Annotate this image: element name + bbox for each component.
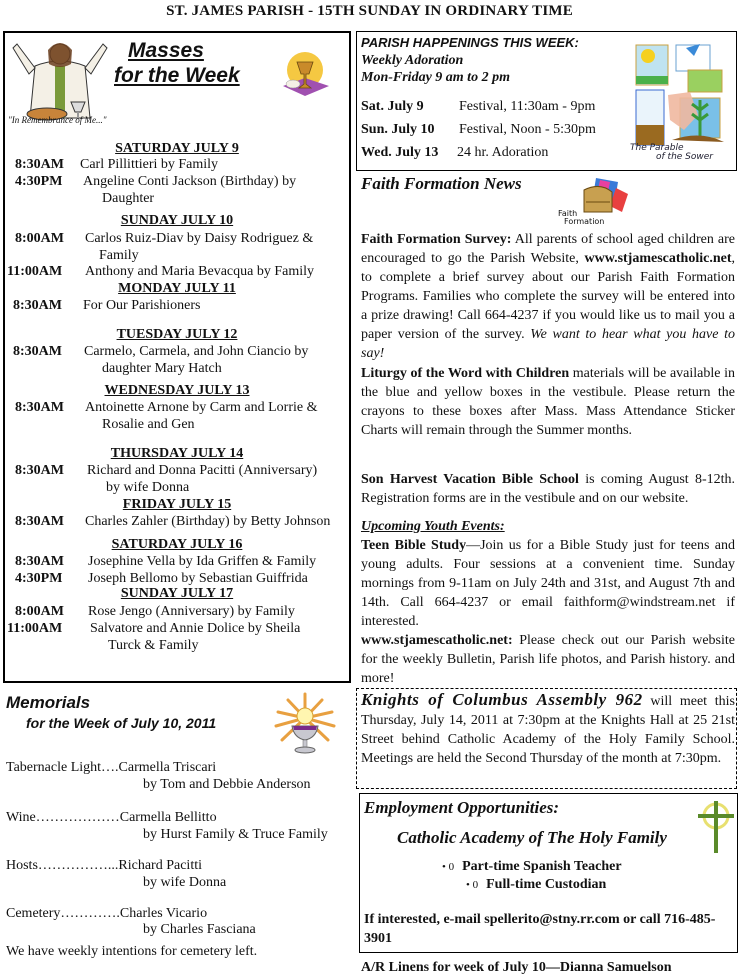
day-heading: SATURDAY JULY 16 bbox=[111, 537, 243, 552]
website-link[interactable]: www.stjamescatholic.net: bbox=[361, 633, 513, 648]
memorial-item: Wine………………Carmella Bellitto bbox=[6, 810, 217, 825]
website-paragraph: www.stjamescatholic.net: Please check out our Parish website for the weekly Bulletin, Parish life photos, and Parish history. and more! bbox=[361, 633, 735, 686]
page-title: ST. JAMES PARISH - 15TH SUNDAY IN ORDINARY TIME bbox=[166, 3, 573, 19]
memorial-donor: by Hurst Family & Truce Family bbox=[143, 827, 328, 842]
day-heading: TUESDAY JULY 12 bbox=[116, 327, 238, 342]
survey-paragraph: Faith Formation Survey: All parents of school aged children are encouraged to go the Parish Website, www.stjamescatholic.net, to complete a brief survey about our Parish Faith Formation Programs. Families who complete the survey will be entered into a prize drawing! Call 664-4237 if you would like us to mail you a paper version of the survey. We want to hear what you have to say! bbox=[361, 232, 735, 361]
chalice-icon bbox=[275, 48, 335, 98]
svg-text:The Parable: The Parable bbox=[630, 143, 684, 153]
event-desc: 24 hr. Adoration bbox=[457, 145, 549, 160]
event-date: Wed. July 13 bbox=[361, 145, 439, 160]
event-row bbox=[361, 122, 596, 138]
jesus-eucharist-icon bbox=[5, 36, 115, 126]
job-listing: • 0 Part-time Spanish Teacher bbox=[442, 859, 622, 874]
employment-contact: If interested, e-mail spellerito@stny.rr.com or call 716-485-3901 bbox=[364, 912, 716, 946]
faith-formation-backpack-icon bbox=[556, 176, 636, 226]
event-date: Sun. July 10 bbox=[361, 122, 435, 137]
youth-events-heading: Upcoming Youth Events: bbox=[361, 519, 505, 534]
knights-title: Knights of Columbus Assembly 962 bbox=[361, 690, 643, 709]
adoration-title: Weekly Adoration bbox=[361, 53, 464, 68]
memorials-note: We have weekly intentions for cemetery left. bbox=[6, 944, 258, 959]
job-listing: • 0 Full-time Custodian bbox=[466, 877, 607, 892]
memorial-item: Cemetery………….Charles Vicario bbox=[6, 906, 208, 921]
employer-name: Catholic Academy of The Holy Family bbox=[397, 828, 667, 847]
day-heading: FRIDAY JULY 15 bbox=[122, 497, 232, 512]
liturgy-paragraph: Liturgy of the Word with Children materials will be available in the blue and yellow boxes in the vestibule. Please return the crayons to these boxes after Mass. Mass Attendance Sticker Charts will remain through the Summer months. bbox=[361, 366, 735, 438]
event-date: Sat. July 9 bbox=[361, 99, 424, 114]
day-heading: SATURDAY JULY 9 bbox=[115, 141, 239, 156]
linens-note: A/R Linens for week of July 10—Dianna Samuelson bbox=[361, 960, 672, 975]
parable-of-sower-image bbox=[628, 40, 730, 160]
event-row bbox=[361, 99, 595, 115]
svg-text:Faith: Faith bbox=[558, 209, 578, 218]
employment-heading: Employment Opportunities: bbox=[364, 798, 560, 817]
memorial-item: Tabernacle Light….Carmella Triscari bbox=[6, 760, 217, 775]
day-heading: MONDAY JULY 11 bbox=[118, 281, 236, 296]
teen-bible-study-paragraph: Teen Bible Study—Join us for a Bible Study just for teens and young adults. Four sessions at a convenient time. Sunday mornings from 9-11am on July 24th and 31st, and August 7th and 14th. Call 664-4237 or email faithform@windstream.net if interested. bbox=[361, 538, 735, 629]
adoration-hours: Mon-Friday 9 am to 2 pm bbox=[361, 70, 510, 85]
svg-text:Formation: Formation bbox=[564, 217, 605, 226]
faith-formation-heading: Faith Formation News bbox=[361, 174, 522, 193]
happenings-heading: PARISH HAPPENINGS THIS WEEK: bbox=[361, 35, 579, 50]
memorial-item: Hosts……………...Richard Pacitti bbox=[6, 858, 202, 873]
event-desc: Festival, Noon - 5:30pm bbox=[459, 122, 596, 137]
cross-icon bbox=[696, 799, 736, 854]
event-row bbox=[361, 145, 548, 161]
event-desc: Festival, 11:30am - 9pm bbox=[459, 99, 596, 114]
website-link[interactable]: www.stjamescatholic.net bbox=[584, 251, 732, 266]
day-heading: SUNDAY JULY 17 bbox=[120, 586, 234, 601]
masses-title: Masses for the Week bbox=[114, 39, 240, 87]
memorials-title: Memorials bbox=[6, 693, 91, 712]
day-heading: WEDNESDAY JULY 13 bbox=[104, 383, 250, 398]
remembrance-caption: "In Remembrance of Me..." bbox=[8, 115, 107, 125]
memorial-donor: by Charles Fasciana bbox=[143, 922, 256, 937]
memorial-donor: by wife Donna bbox=[143, 875, 227, 890]
memorial-donor: by Tom and Debbie Anderson bbox=[143, 777, 311, 792]
vbs-paragraph: Son Harvest Vacation Bible School is coming August 8-12th. Registration forms are in the vestibule and on our website. bbox=[361, 472, 736, 506]
day-heading: SUNDAY JULY 10 bbox=[120, 213, 234, 228]
svg-text:of the Sower: of the Sower bbox=[656, 152, 713, 160]
monstrance-host-icon bbox=[270, 692, 340, 764]
knights-paragraph: Knights of Columbus Assembly 962 will meet this Thursday, July 14, 2011 at 7:30pm at the Knights Hall at 25 21st Street behind Catholic Academy of the Holy Family School. Meetings are held the Second Thursday of the month at 7:30pm. bbox=[361, 690, 735, 766]
memorials-subtitle: for the Week of July 10, 2011 bbox=[26, 715, 217, 731]
day-heading: THURSDAY JULY 14 bbox=[110, 446, 244, 461]
